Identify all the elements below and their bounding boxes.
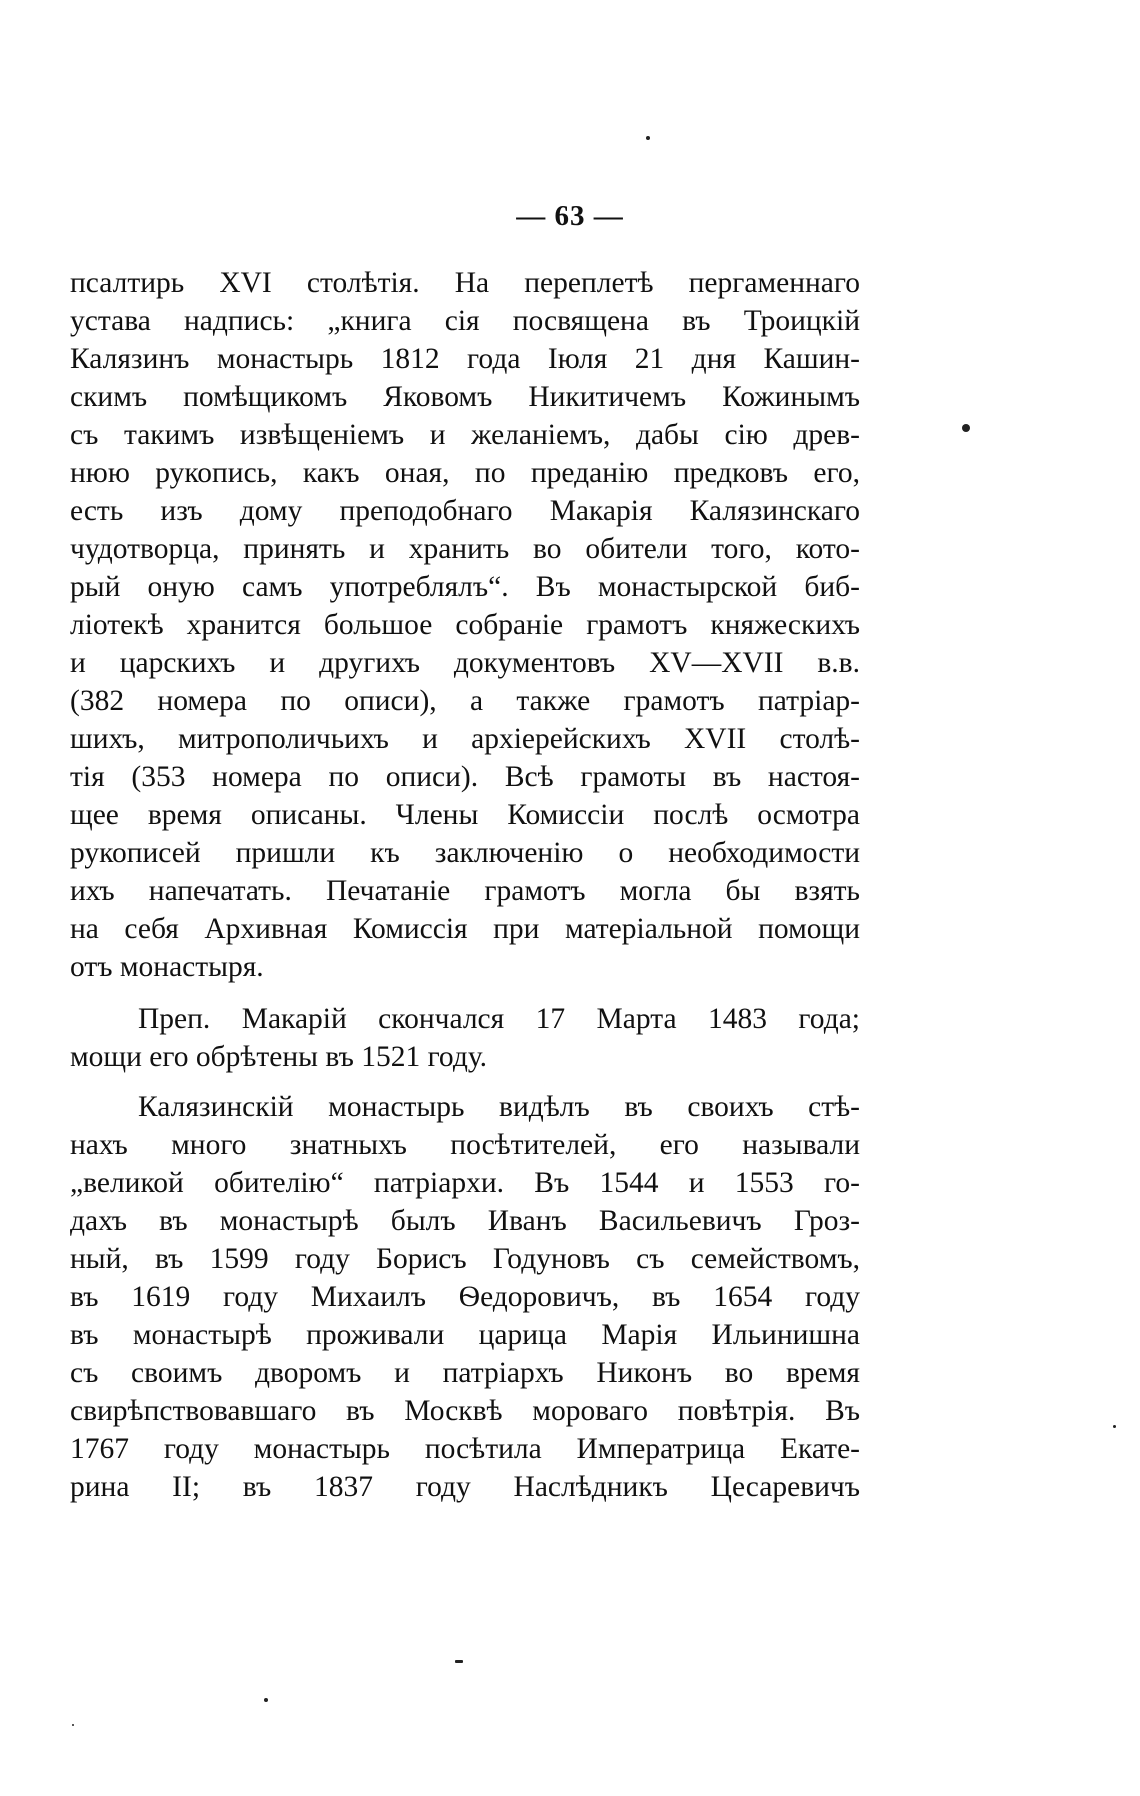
scan-speck (264, 1698, 268, 1702)
scan-speck (962, 424, 970, 432)
text-line: рый оную самъ употреблялъ“. Въ монастырской биб- (70, 571, 860, 603)
text-line: ихъ напечатать. Печатаніе грамотъ могла бы взять (70, 875, 860, 907)
text-line: съ своимъ дворомъ и патріархъ Никонъ во время (70, 1357, 860, 1389)
text-line: въ 1619 году Михаилъ Ѳедоровичъ, въ 1654 году (70, 1281, 860, 1313)
text-line: (382 номера по описи), а также грамотъ патріар- (70, 685, 860, 717)
scan-speck (455, 1660, 463, 1663)
text-line: чудотворца, принять и хранить во обители того, кото- (70, 533, 860, 565)
text-line: Калязинъ монастырь 1812 года Іюля 21 дня Кашин- (70, 343, 860, 375)
text-line: щее время описаны. Члены Комиссіи послѣ осмотра (70, 799, 860, 831)
text-line: рина II; въ 1837 году Наслѣдникъ Цесаревичъ (70, 1471, 860, 1503)
paragraph-1 (70, 264, 860, 986)
text-line: есть изъ дому преподобнаго Макарія Калязинскаго (70, 495, 860, 527)
text-line: съ такимъ извѣщеніемъ и желаніемъ, дабы сію древ- (70, 419, 860, 451)
text-line: дахъ въ монастырѣ былъ Иванъ Васильевичъ Гроз- (70, 1205, 860, 1237)
text-line: Калязинскій монастырь видѣлъ въ своихъ стѣ- (138, 1091, 860, 1123)
page-number: — 63 — (516, 200, 624, 232)
text-line: 1767 году монастырь посѣтила Императрица Екате- (70, 1433, 860, 1465)
text-line: ный, въ 1599 году Борисъ Годуновъ съ семействомъ, (70, 1243, 860, 1275)
text-line: „великой обителію“ патріархи. Въ 1544 и 1553 го- (70, 1167, 860, 1199)
text-line: шихъ, митрополичьихъ и архіерейскихъ XVII столѣ- (70, 723, 860, 755)
text-line: свирѣпствовавшаго въ Москвѣ мороваго повѣтрія. Въ (70, 1395, 860, 1427)
text-line: нюю рукопись, какъ оная, по преданію предковъ его, (70, 457, 860, 489)
text-line: ліотекѣ хранится большое собраніе грамотъ княжескихъ (70, 609, 860, 641)
scan-speck (72, 1724, 74, 1726)
text-line: отъ монастыря. (70, 951, 264, 983)
scan-speck (1113, 1425, 1116, 1428)
paragraph-2 (70, 1000, 860, 1076)
text-line: рукописей пришли къ заключенію о необходимости (70, 837, 860, 869)
paragraph-3 (70, 1088, 860, 1506)
text-line: на себя Архивная Комиссія при матеріальной помощи (70, 913, 860, 945)
text-line: устава надпись: „книга сія посвящена въ Троицкій (70, 305, 860, 337)
text-line: мощи его обрѣтены въ 1521 году. (70, 1041, 488, 1073)
text-line: въ монастырѣ проживали царица Марія Ильинишна (70, 1319, 860, 1351)
text-line: нахъ много знатныхъ посѣтителей, его называли (70, 1129, 860, 1161)
scan-speck (646, 136, 650, 140)
text-line: псалтирь XVI столѣтія. На переплетѣ пергаменнаго (70, 267, 860, 299)
text-line: Преп. Макарій скончался 17 Марта 1483 года; (138, 1003, 860, 1035)
text-line: скимъ помѣщикомъ Яковомъ Никитичемъ Кожинымъ (70, 381, 860, 413)
text-line: тія (353 номера по описи). Всѣ грамоты въ настоя- (70, 761, 860, 793)
text-line: и царскихъ и другихъ документовъ XV—XVII в.в. (70, 647, 860, 679)
